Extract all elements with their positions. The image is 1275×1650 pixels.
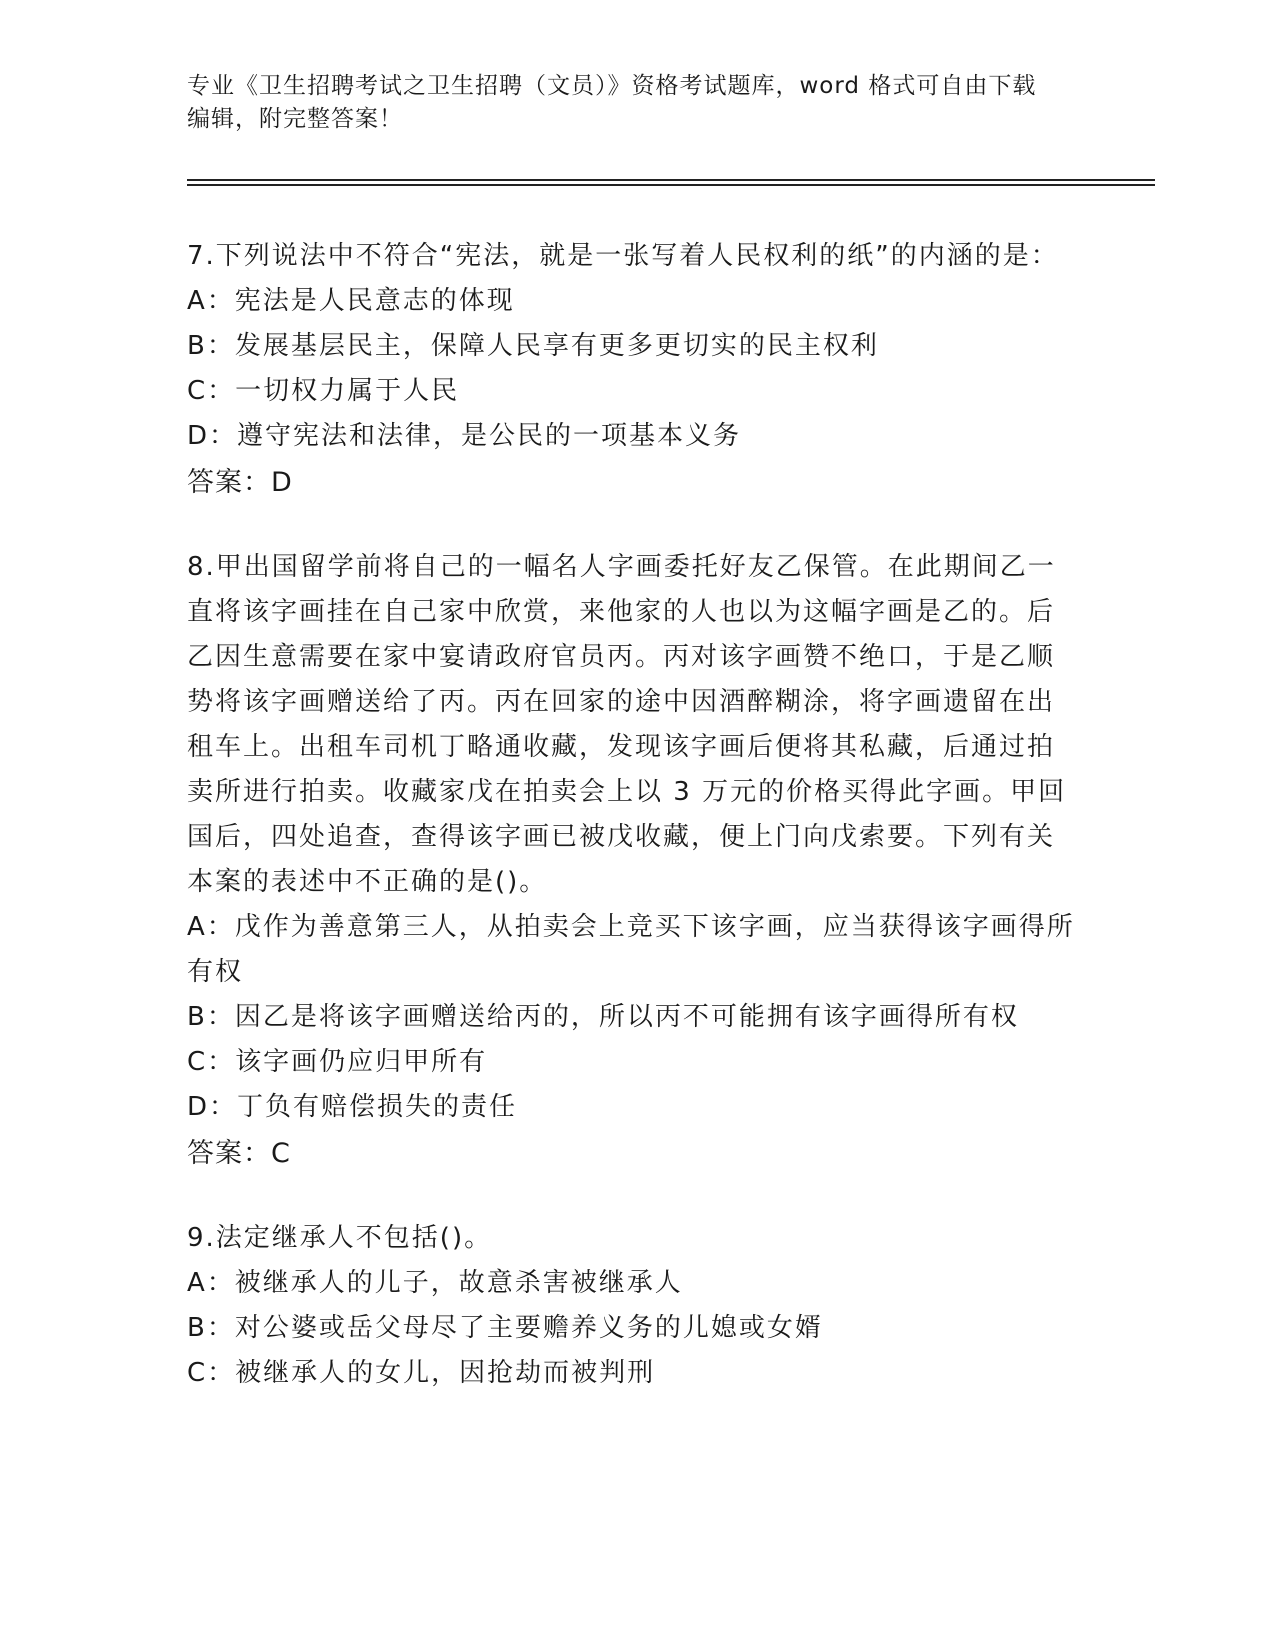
option-c: C：被继承人的女儿，因抢劫而被判刑: [187, 1358, 656, 1388]
option-c: C：该字画仍应归甲所有: [187, 1047, 488, 1077]
option-d: D：遵守宪法和法律，是公民的一项基本义务: [187, 421, 742, 451]
question-9: [187, 1216, 1077, 1396]
option-a: A：戊作为善意第三人，从拍卖会上竞买下该字画，应当获得该字画得所有权: [187, 912, 1075, 987]
question-text: 9.法定继承人不包括()。: [187, 1223, 493, 1253]
option-a: A：被继承人的儿子，故意杀害被继承人: [187, 1268, 683, 1298]
answer-label: 答案：D: [187, 467, 293, 498]
header-divider-bottom: [187, 184, 1155, 186]
option-d: D：丁负有赔偿损失的责任: [187, 1092, 518, 1122]
header-line-2: 编辑，附完整答案！: [187, 106, 403, 132]
header-line-1: 专业《卫生招聘考试之卫生招聘（文员）》资格考试题库，word 格式可自由下载: [187, 73, 1037, 99]
option-b: B：对公婆或岳父母尽了主要赡养义务的儿媳或女婿: [187, 1313, 823, 1343]
question-list: [187, 234, 1077, 1434]
header-divider-top: [187, 179, 1155, 181]
option-c: C：一切权力属于人民: [187, 376, 460, 406]
document-header: [187, 70, 1087, 136]
question-7: [187, 234, 1077, 507]
answer-label: 答案：C: [187, 1138, 291, 1169]
option-b: B：发展基层民主，保障人民享有更多更切实的民主权利: [187, 331, 879, 361]
question-8: [187, 545, 1077, 1178]
option-b: B：因乙是将该字画赠送给丙的，所以丙不可能拥有该字画得所有权: [187, 1002, 1019, 1032]
question-text: 8.甲出国留学前将自己的一幅名人字画委托好友乙保管。在此期间乙一直将该字画挂在自己家中欣赏，来他家的人也以为这幅字画是乙的。后乙因生意需要在家中宴请政府官员丙。丙对该字画赞不绝口，于是乙顺势将该字画赠送给了丙。丙在回家的途中因酒醉糊涂，将字画遗留在出租车上。出租车司机丁略通收藏，发现该字画后便将其私藏，后通过拍卖所进行拍卖。收藏家戊在拍卖会上以 3 万元的价格买得此字画。甲回国后，四处追查，查得该字画已被戊收藏，便上门向戊索要。下列有关本案的表述中不正确的是()。: [187, 552, 1067, 897]
option-a: A：宪法是人民意志的体现: [187, 286, 515, 316]
question-text: 7.下列说法中不符合“宪法，就是一张写着人民权利的纸”的内涵的是：: [187, 241, 1059, 271]
